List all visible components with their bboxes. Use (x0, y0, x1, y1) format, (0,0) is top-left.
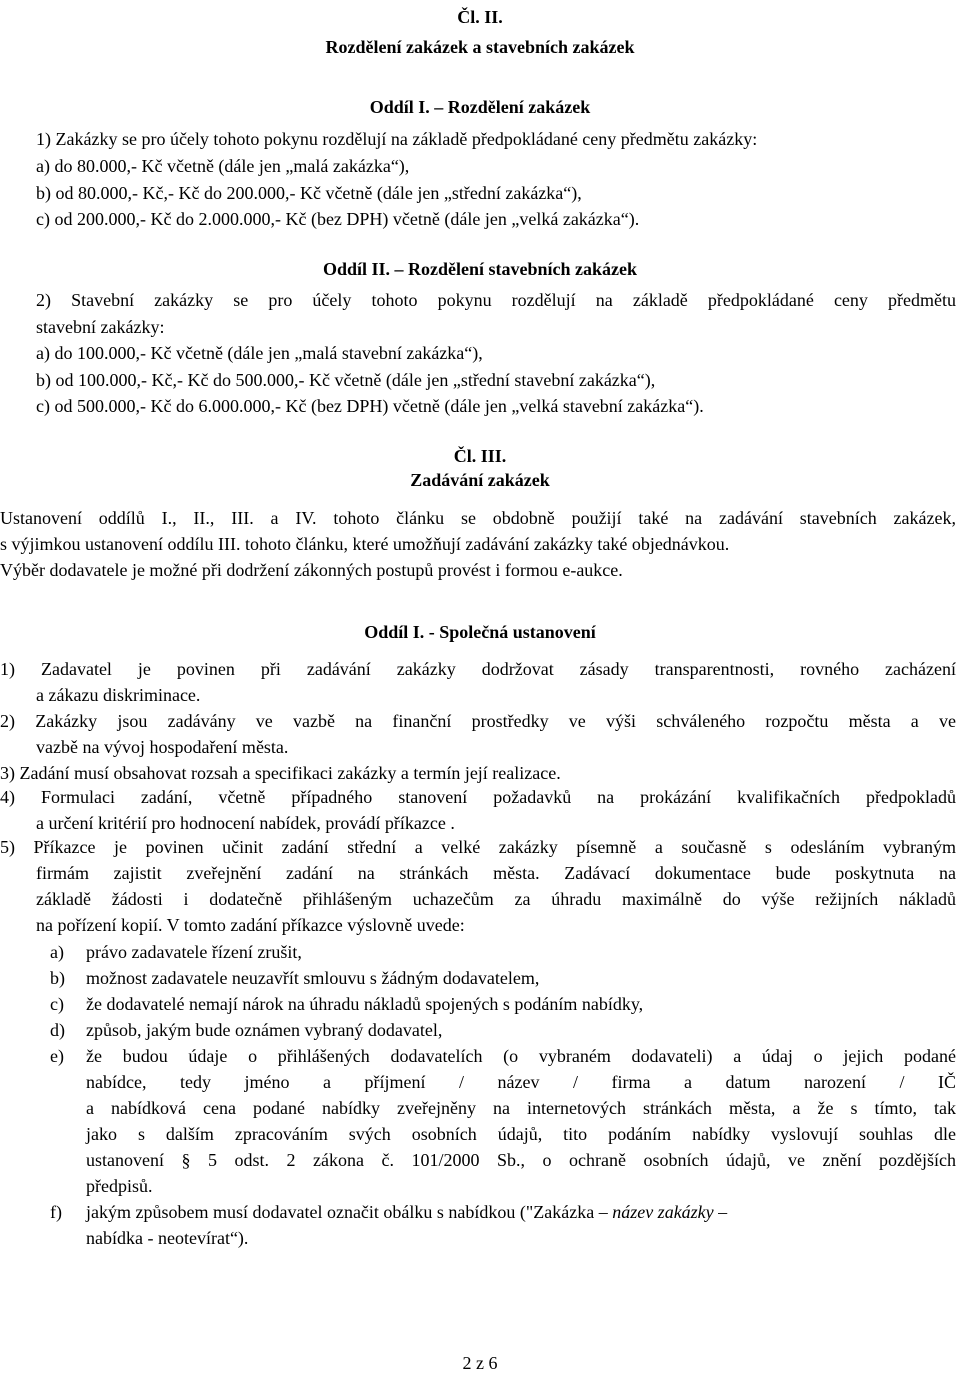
list-item: b) od 100.000,- Kč,- Kč do 500.000,- Kč včetně (dále jen „střední stavební zakázka“), (36, 370, 656, 390)
list-item: možnost zadavatele neuzavřít smlouvu s žádným dodavatelem, (86, 968, 540, 988)
article-title: Zadávání zakázek (410, 470, 550, 490)
list-marker: f) (50, 1202, 62, 1222)
section-heading: Oddíl II. – Rozdělení stavebních zakázek (322, 259, 638, 279)
paragraph-line: firmám zajistit zveřejnění zadání na stránkách města. Zadávací dokumentace bude poskytnuta na (36, 863, 956, 883)
list-item: jako s dalším zpracováním svých osobních údajů, tito podáním nabídky vyslovují souhlas dle (86, 1124, 956, 1144)
paragraph-line: 5) Příkazce je povinen učinit zadání střední a velké zakázky písemně a současně s odesláním vybraným (0, 837, 956, 857)
list-item: nabídka - neotevírat“). (86, 1228, 249, 1248)
paragraph-line: a určení kritérií pro hodnocení nabídek, provádí příkazce . (36, 813, 455, 833)
list-item: c) od 500.000,- Kč do 6.000.000,- Kč (bez DPH) včetně (dále jen „velká stavební zakázka“). (36, 396, 704, 416)
article-heading: Čl. III. (453, 446, 507, 466)
list-marker: e) (50, 1046, 64, 1066)
list-item: a nabídková cena podané nabídky zveřejněny na internetových stránkách města, a že s tímto, tak (86, 1098, 956, 1118)
article-title: Rozdělení zakázek a stavebních zakázek (325, 37, 635, 57)
list-item: že budou údaje o přihlášených dodavatelích (o vybraném dodavateli) a údaj o jejich podané (86, 1046, 956, 1066)
list-marker: a) (50, 942, 64, 962)
paragraph-line: na pořízení kopií. V tomto zadání příkazce výslovně uvede: (36, 915, 465, 935)
list-item: c) od 200.000,- Kč do 2.000.000,- Kč (bez DPH) včetně (dále jen „velká zakázka“). (36, 209, 640, 229)
section-heading: Oddíl I. - Společná ustanovení (364, 622, 596, 642)
list-item: a) do 80.000,- Kč včetně (dále jen „malá zakázka“), (36, 156, 410, 176)
paragraph-line: stavební zakázky: (36, 317, 165, 337)
paragraph-line: 1) Zakázky se pro účely tohoto pokynu rozdělují na základě předpokládané ceny předmětu zakázky: (36, 129, 758, 149)
paragraph-line: Ustanovení oddílů I., II., III. a IV. tohoto článku se obdobně použijí také na zadávání stavebních zakázek, (0, 508, 956, 528)
page-number: 2 z 6 (462, 1353, 498, 1373)
article-heading: Čl. II. (457, 7, 503, 27)
list-marker: d) (50, 1020, 65, 1040)
list-item (86, 1199, 727, 1225)
list-item: způsob, jakým bude oznámen vybraný dodavatel, (86, 1020, 443, 1040)
paragraph-line: 2) Stavební zakázky se pro účely tohoto pokynu rozdělují na základě předpokládané ceny předmětu (36, 290, 956, 310)
list-item-italic: název zakázky (612, 1202, 714, 1222)
paragraph-line: základě žádosti i dodatečně přihlášeným uchazečům za úhradu maximálně do výše režijních nákladů (36, 889, 956, 909)
paragraph-line: a zákazu diskriminace. (36, 685, 201, 705)
section-heading: Oddíl I. – Rozdělení zakázek (369, 97, 591, 117)
list-item: ustanovení § 5 odst. 2 zákona č. 101/2000 Sb., o ochraně osobních údajů, ve znění pozdějších (86, 1150, 956, 1170)
list-item: právo zadavatele řízení zrušit, (86, 942, 302, 962)
list-item: že dodavatelé nemají nárok na úhradu nákladů spojených s podáním nabídky, (86, 994, 644, 1014)
paragraph-line: Výběr dodavatele je možné při dodržení zákonných postupů provést i formou e-aukce. (0, 560, 623, 580)
list-item: b) od 80.000,- Kč,- Kč do 200.000,- Kč včetně (dále jen „střední zakázka“), (36, 183, 582, 203)
list-item: nabídce, tedy jméno a příjmení / název / firma a datum narození / IČ (86, 1072, 956, 1092)
paragraph-line: 1) Zadavatel je povinen při zadávání zakázky dodržovat zásady transparentnosti, rovného zacházení (0, 659, 956, 679)
list-item: předpisů. (86, 1176, 153, 1196)
paragraph-line: 3) Zadání musí obsahovat rozsah a specifikaci zakázky a termín její realizace. (0, 763, 561, 783)
paragraph-line: s výjimkou ustanovení oddílu III. tohoto článku, které umožňují zadávání zakázky také objednávkou. (0, 534, 730, 554)
list-item-text: jakým způsobem musí dodavatel označit obálku s nabídkou ("Zakázka – (86, 1202, 613, 1222)
list-marker: c) (50, 994, 64, 1014)
list-item: a) do 100.000,- Kč včetně (dále jen „malá stavební zakázka“), (36, 343, 483, 363)
list-item-text: – (713, 1202, 728, 1222)
paragraph-line: 2) Zakázky jsou zadávány ve vazbě na finanční prostředky ve výši schváleného rozpočtu města a ve (0, 711, 956, 731)
paragraph-line: vazbě na vývoj hospodaření města. (36, 737, 289, 757)
paragraph-line: 4) Formulaci zadání, včetně případného stanovení požadavků na prokázání kvalifikačních předpokladů (0, 787, 956, 807)
list-marker: b) (50, 968, 65, 988)
